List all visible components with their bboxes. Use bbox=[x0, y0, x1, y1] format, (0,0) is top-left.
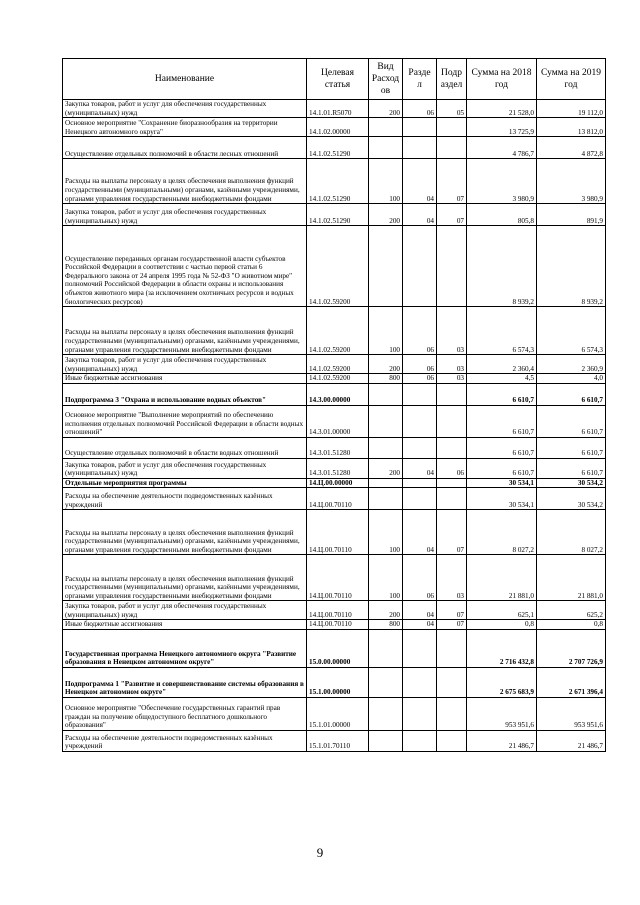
row-target-code: 15.1.01.70110 bbox=[307, 730, 369, 751]
row-section bbox=[403, 488, 437, 510]
row-amount-2018: 953 951,6 bbox=[467, 697, 537, 730]
row-amount-2018: 21 486,7 bbox=[467, 730, 537, 751]
table-row bbox=[63, 697, 606, 730]
row-amount-2018: 2 360,4 bbox=[467, 355, 537, 374]
row-expense-type bbox=[369, 667, 403, 697]
page-number: 9 bbox=[316, 845, 324, 860]
row-expense-type bbox=[369, 730, 403, 751]
table-row bbox=[63, 437, 606, 458]
table-row bbox=[63, 510, 606, 555]
row-expense-type: 200 bbox=[369, 204, 403, 226]
row-amount-2018: 30 534,1 bbox=[467, 478, 537, 488]
row-name: Расходы на выплаты персоналу в целях обеспечения выполнения функций государственными (муниципальными) органами, казёнными учреждениями, органами управления государственными внебюджетными фондами bbox=[63, 307, 307, 355]
row-amount-2019: 21 486,7 bbox=[537, 730, 606, 751]
table-row bbox=[63, 307, 606, 355]
col-header-2019: Сумма на 2019 год bbox=[537, 59, 606, 100]
row-expense-type bbox=[369, 629, 403, 667]
row-name: Иные бюджетные ассигнования bbox=[63, 374, 307, 384]
row-amount-2018: 2 675 683,9 bbox=[467, 667, 537, 697]
table-body bbox=[63, 100, 606, 752]
row-subsection bbox=[437, 629, 467, 667]
row-target-code: 14.1.02.00000 bbox=[307, 118, 369, 137]
row-section: 04 bbox=[403, 620, 437, 630]
row-amount-2019: 4 872,8 bbox=[537, 137, 606, 159]
row-section: 04 bbox=[403, 510, 437, 555]
row-amount-2019: 953 951,6 bbox=[537, 697, 606, 730]
row-subsection bbox=[437, 137, 467, 159]
row-subsection: 05 bbox=[437, 100, 467, 118]
row-amount-2018: 6 610,7 bbox=[467, 405, 537, 437]
row-name: Государственная программа Ненецкого автономного округа "Развитие образования в Ненецком автономном округе" bbox=[63, 629, 307, 667]
row-amount-2019: 3 980,9 bbox=[537, 159, 606, 204]
row-name: Закупка товаров, работ и услуг для обеспечения государственных (муниципальных) нужд bbox=[63, 458, 307, 478]
table-row bbox=[63, 405, 606, 437]
row-name: Отдельные мероприятия программы bbox=[63, 478, 307, 488]
row-section bbox=[403, 667, 437, 697]
row-section bbox=[403, 226, 437, 307]
row-name: Закупка товаров, работ и услуг для обеспечения государственных (муниципальных) нужд bbox=[63, 601, 307, 620]
row-section bbox=[403, 697, 437, 730]
row-expense-type bbox=[369, 226, 403, 307]
table-row bbox=[63, 204, 606, 226]
row-subsection: 03 bbox=[437, 555, 467, 601]
row-amount-2019: 625,2 bbox=[537, 601, 606, 620]
row-name: Расходы на выплаты персоналу в целях обеспечения выполнения функций государственными (муниципальными) органами, казёнными учреждениями, органами управления государственными внебюджетными фондами bbox=[63, 510, 307, 555]
table-row bbox=[63, 159, 606, 204]
row-amount-2018: 21 528,0 bbox=[467, 100, 537, 118]
row-section bbox=[403, 137, 437, 159]
row-amount-2018: 4 786,7 bbox=[467, 137, 537, 159]
row-expense-type bbox=[369, 697, 403, 730]
row-name: Осуществление отдельных полномочий в области лесных отношений bbox=[63, 137, 307, 159]
row-amount-2019: 4,0 bbox=[537, 374, 606, 384]
row-amount-2018: 21 881,0 bbox=[467, 555, 537, 601]
row-target-code: 14.Ц.00.70110 bbox=[307, 488, 369, 510]
table-row bbox=[63, 137, 606, 159]
row-expense-type: 100 bbox=[369, 159, 403, 204]
table-row bbox=[63, 629, 606, 667]
row-subsection: 03 bbox=[437, 307, 467, 355]
row-target-code: 14.Ц.00.70110 bbox=[307, 601, 369, 620]
row-amount-2019: 6 610,7 bbox=[537, 458, 606, 478]
row-amount-2018: 4,5 bbox=[467, 374, 537, 384]
row-section bbox=[403, 478, 437, 488]
row-subsection: 07 bbox=[437, 204, 467, 226]
table-header-row bbox=[63, 59, 606, 100]
row-amount-2019: 2 707 726,9 bbox=[537, 629, 606, 667]
row-expense-type bbox=[369, 478, 403, 488]
row-section: 06 bbox=[403, 555, 437, 601]
row-section: 06 bbox=[403, 307, 437, 355]
row-subsection bbox=[437, 488, 467, 510]
table-row bbox=[63, 226, 606, 307]
col-header-2018: Сумма на 2018 год bbox=[467, 59, 537, 100]
row-name: Иные бюджетные ассигнования bbox=[63, 620, 307, 630]
row-amount-2019: 0,8 bbox=[537, 620, 606, 630]
row-name: Закупка товаров, работ и услуг для обеспечения государственных (муниципальных) нужд bbox=[63, 100, 307, 118]
row-amount-2018: 13 725,9 bbox=[467, 118, 537, 137]
row-amount-2019: 6 574,3 bbox=[537, 307, 606, 355]
row-subsection bbox=[437, 667, 467, 697]
row-name: Закупка товаров, работ и услуг для обеспечения государственных (муниципальных) нужд bbox=[63, 204, 307, 226]
table-row bbox=[63, 488, 606, 510]
row-amount-2019: 2 360,9 bbox=[537, 355, 606, 374]
row-amount-2019: 6 610,7 bbox=[537, 405, 606, 437]
row-target-code: 14.Ц.00.70110 bbox=[307, 620, 369, 630]
row-expense-type bbox=[369, 437, 403, 458]
row-section bbox=[403, 629, 437, 667]
row-subsection: 03 bbox=[437, 374, 467, 384]
row-subsection bbox=[437, 226, 467, 307]
table-row bbox=[63, 601, 606, 620]
row-name: Основное мероприятие "Сохранение биоразнообразия на территории Ненецкого автономного округа" bbox=[63, 118, 307, 137]
row-target-code: 14.3.00.00000 bbox=[307, 383, 369, 405]
row-name: Осуществление отдельных полномочий в области водных отношений bbox=[63, 437, 307, 458]
row-amount-2019: 2 671 396,4 bbox=[537, 667, 606, 697]
row-amount-2018: 6 610,7 bbox=[467, 383, 537, 405]
row-name: Подпрограмма 3 "Охрана и использование водных объектов" bbox=[63, 383, 307, 405]
row-target-code: 14.Ц.00.70110 bbox=[307, 555, 369, 601]
col-header-subsection: Подр аздел bbox=[437, 59, 467, 100]
row-amount-2018: 6 610,7 bbox=[467, 437, 537, 458]
row-target-code: 15.1.01.00000 bbox=[307, 697, 369, 730]
row-section: 06 bbox=[403, 355, 437, 374]
row-target-code: 14.Ц.00.00000 bbox=[307, 478, 369, 488]
row-subsection bbox=[437, 478, 467, 488]
row-expense-type: 800 bbox=[369, 620, 403, 630]
row-expense-type: 200 bbox=[369, 601, 403, 620]
row-amount-2019: 19 112,0 bbox=[537, 100, 606, 118]
row-name: Расходы на выплаты персоналу в целях обеспечения выполнения функций государственными (муниципальными) органами, казёнными учреждениями, органами управления государственными внебюджетными фондами bbox=[63, 159, 307, 204]
col-header-target: Целевая статья bbox=[307, 59, 369, 100]
row-section: 04 bbox=[403, 458, 437, 478]
col-header-name: Наименование bbox=[63, 59, 307, 100]
table-row bbox=[63, 478, 606, 488]
row-section bbox=[403, 383, 437, 405]
row-target-code: 14.3.01.00000 bbox=[307, 405, 369, 437]
row-section: 04 bbox=[403, 159, 437, 204]
row-section bbox=[403, 730, 437, 751]
row-amount-2018: 30 534,1 bbox=[467, 488, 537, 510]
row-amount-2018: 0,8 bbox=[467, 620, 537, 630]
row-target-code: 14.1.02.59200 bbox=[307, 374, 369, 384]
row-section: 06 bbox=[403, 100, 437, 118]
row-name: Осуществление переданных органам государственной власти субъектов Российской Федерации в соответствии с частью первой статьи 6 Федерального закона от 24 апреля 1995 года № 52-ФЗ "О животном мире" полномочий Российской Федерации в области охраны и использования объектов животного мира (за исключением охотничьих ресурсов и водных биологических ресурсов) bbox=[63, 226, 307, 307]
row-target-code: 14.1.02.51290 bbox=[307, 159, 369, 204]
row-name: Основное мероприятие "Выполнение мероприятий по обеспечению исполнения отдельных полномочий Российской Федерации в области водных отношений" bbox=[63, 405, 307, 437]
row-expense-type bbox=[369, 118, 403, 137]
col-header-section: Разде л bbox=[403, 59, 437, 100]
row-amount-2018: 8 027,2 bbox=[467, 510, 537, 555]
row-amount-2018: 8 939,2 bbox=[467, 226, 537, 307]
row-subsection: 07 bbox=[437, 620, 467, 630]
table-row bbox=[63, 355, 606, 374]
row-subsection: 03 bbox=[437, 355, 467, 374]
row-amount-2018: 2 716 432,8 bbox=[467, 629, 537, 667]
table-row bbox=[63, 620, 606, 630]
row-subsection bbox=[437, 730, 467, 751]
row-subsection bbox=[437, 383, 467, 405]
row-expense-type: 800 bbox=[369, 374, 403, 384]
col-header-expense-type: Вид Расход ов bbox=[369, 59, 403, 100]
row-amount-2018: 805,8 bbox=[467, 204, 537, 226]
row-amount-2019: 6 610,7 bbox=[537, 437, 606, 458]
table-row bbox=[63, 383, 606, 405]
row-amount-2018: 3 980,9 bbox=[467, 159, 537, 204]
row-subsection bbox=[437, 697, 467, 730]
row-name: Расходы на обеспечение деятельности подведомственных казённых учреждений bbox=[63, 730, 307, 751]
row-name: Расходы на выплаты персоналу в целях обеспечения выполнения функций государственными (муниципальными) органами, казёнными учреждениями, органами управления государственными внебюджетными фондами bbox=[63, 555, 307, 601]
row-expense-type bbox=[369, 383, 403, 405]
table-row bbox=[63, 100, 606, 118]
row-subsection bbox=[437, 437, 467, 458]
row-expense-type bbox=[369, 405, 403, 437]
table-row bbox=[63, 118, 606, 137]
row-section bbox=[403, 437, 437, 458]
row-section: 04 bbox=[403, 601, 437, 620]
row-name: Расходы на обеспечение деятельности подведомственных казённых учреждений bbox=[63, 488, 307, 510]
row-target-code: 14.1.02.59200 bbox=[307, 307, 369, 355]
row-target-code: 14.1.02.51290 bbox=[307, 137, 369, 159]
row-amount-2019: 6 610,7 bbox=[537, 383, 606, 405]
row-target-code: 14.1.02.59200 bbox=[307, 226, 369, 307]
row-amount-2019: 8 939,2 bbox=[537, 226, 606, 307]
table-row bbox=[63, 555, 606, 601]
row-expense-type: 100 bbox=[369, 510, 403, 555]
row-subsection bbox=[437, 118, 467, 137]
table-row bbox=[63, 458, 606, 478]
row-target-code: 14.1.02.59200 bbox=[307, 355, 369, 374]
row-amount-2019: 891,9 bbox=[537, 204, 606, 226]
row-amount-2018: 6 574,3 bbox=[467, 307, 537, 355]
row-target-code: 15.0.00.00000 bbox=[307, 629, 369, 667]
row-subsection: 07 bbox=[437, 159, 467, 204]
row-expense-type bbox=[369, 488, 403, 510]
row-expense-type: 200 bbox=[369, 458, 403, 478]
table-row bbox=[63, 667, 606, 697]
row-expense-type: 100 bbox=[369, 307, 403, 355]
row-expense-type: 200 bbox=[369, 355, 403, 374]
row-target-code: 14.1.01.R5070 bbox=[307, 100, 369, 118]
row-amount-2018: 625,1 bbox=[467, 601, 537, 620]
row-amount-2019: 21 881,0 bbox=[537, 555, 606, 601]
row-amount-2018: 6 610,7 bbox=[467, 458, 537, 478]
row-target-code: 14.Ц.00.70110 bbox=[307, 510, 369, 555]
row-target-code: 14.3.01.51280 bbox=[307, 437, 369, 458]
row-expense-type bbox=[369, 137, 403, 159]
table-row bbox=[63, 374, 606, 384]
row-section bbox=[403, 118, 437, 137]
row-name: Основное мероприятие "Обеспечение государственных гарантий прав граждан на получение общедоступного бесплатного дошкольного образования" bbox=[63, 697, 307, 730]
budget-table bbox=[62, 58, 606, 752]
row-section bbox=[403, 405, 437, 437]
row-target-code: 15.1.00.00000 bbox=[307, 667, 369, 697]
row-target-code: 14.1.02.51290 bbox=[307, 204, 369, 226]
row-subsection bbox=[437, 405, 467, 437]
row-name: Закупка товаров, работ и услуг для обеспечения государственных (муниципальных) нужд bbox=[63, 355, 307, 374]
row-section: 04 bbox=[403, 204, 437, 226]
row-expense-type: 200 bbox=[369, 100, 403, 118]
row-amount-2019: 13 812,0 bbox=[537, 118, 606, 137]
row-subsection: 06 bbox=[437, 458, 467, 478]
row-subsection: 07 bbox=[437, 601, 467, 620]
row-target-code: 14.3.01.51280 bbox=[307, 458, 369, 478]
row-amount-2019: 8 027,2 bbox=[537, 510, 606, 555]
row-amount-2019: 30 534,2 bbox=[537, 478, 606, 488]
row-section: 06 bbox=[403, 374, 437, 384]
row-name: Подпрограмма 1 "Развитие и совершенствование системы образования в Ненецком автономном округе" bbox=[63, 667, 307, 697]
table-row bbox=[63, 730, 606, 751]
row-expense-type: 100 bbox=[369, 555, 403, 601]
row-amount-2019: 30 534,2 bbox=[537, 488, 606, 510]
row-subsection: 07 bbox=[437, 510, 467, 555]
